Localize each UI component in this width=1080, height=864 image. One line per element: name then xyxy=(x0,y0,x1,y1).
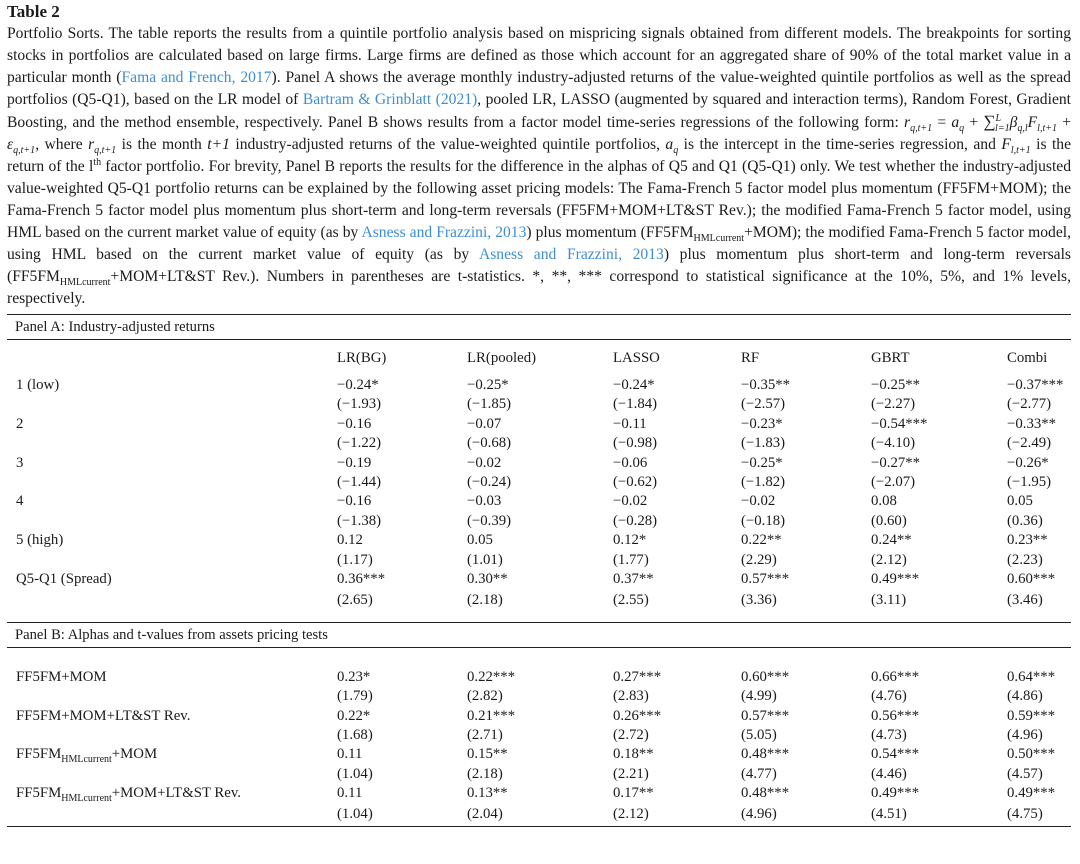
t-statistic-cell: (4.99) xyxy=(741,688,777,705)
t-statistic-cell: (−1.85) xyxy=(467,396,512,413)
coefficient-cell: 0.27*** xyxy=(613,668,662,685)
coefficient-cell: 0.12* xyxy=(613,532,647,549)
caption-text: is the return of the l xyxy=(7,136,1072,175)
t-statistic-cell: (−2.49) xyxy=(1007,435,1052,452)
caption-text: ) plus momentum plus short-term and long-term reversals (FF5FM xyxy=(7,246,1071,285)
coefficient-cell: −0.35** xyxy=(741,377,791,393)
t-statistic-cell: (2.65) xyxy=(337,591,373,608)
coefficient-cell: 0.24** xyxy=(871,532,912,549)
coefficient-cell: 0.23** xyxy=(1007,532,1048,549)
table-row xyxy=(7,668,1071,687)
coefficient-cell: 0.15** xyxy=(467,746,508,763)
coefficient-cell: −0.37*** xyxy=(1007,377,1064,393)
t-statistic-cell: (4.46) xyxy=(871,765,907,782)
t-statistic-cell: (4.51) xyxy=(871,806,907,822)
t-statistic-cell: (−0.98) xyxy=(613,435,658,452)
table-row xyxy=(7,415,1071,434)
coefficient-cell: −0.07 xyxy=(467,415,502,432)
column-header: RF xyxy=(741,350,760,366)
coefficient-cell: −0.16 xyxy=(337,415,372,432)
t-statistic-cell: (−1.44) xyxy=(337,474,382,491)
t-statistic-cell: (2.12) xyxy=(871,551,907,568)
row-label: 5 (high) xyxy=(16,532,64,549)
coefficient-cell: 0.30** xyxy=(467,571,508,588)
t-statistic-cell: (1.04) xyxy=(337,765,373,782)
t-statistic-cell: (2.29) xyxy=(741,551,777,568)
tstat-row xyxy=(7,804,1071,826)
coefficient-cell: 0.22* xyxy=(337,707,371,724)
t-statistic-cell: (−0.39) xyxy=(467,512,512,529)
coefficient-cell: 0.50*** xyxy=(1007,746,1056,763)
t-statistic-cell: (−1.84) xyxy=(613,396,658,413)
row-label: 2 xyxy=(16,415,24,432)
coefficient-cell: −0.33** xyxy=(1007,415,1057,432)
tstat-row xyxy=(7,589,1071,611)
row-label: $FF5FM_{HMLcurrent}+MOM$ xyxy=(16,746,158,766)
row-label: 4 xyxy=(16,493,24,510)
math-symbol: r xyxy=(88,136,95,153)
coefficient-cell: 0.21*** xyxy=(467,707,516,724)
rule xyxy=(7,826,1071,827)
row-label: 3 xyxy=(16,454,24,471)
caption-text: , where xyxy=(35,136,89,153)
coefficient-cell: 0.56*** xyxy=(871,707,920,724)
coefficient-cell: 0.66*** xyxy=(871,668,920,685)
tstat-row xyxy=(7,395,1071,414)
coefficient-cell: 0.23* xyxy=(337,668,371,685)
table-row xyxy=(7,570,1071,589)
t-statistic-cell: (−0.24) xyxy=(467,474,512,491)
t-statistic-cell: (−2.77) xyxy=(1007,396,1052,413)
coefficient-cell: 0.11 xyxy=(337,785,363,802)
caption-text: industry-adjusted returns of the value-weighted quintile portfolios, xyxy=(229,136,666,153)
coefficient-cell: −0.54*** xyxy=(871,415,928,432)
row-label: 1 (low) xyxy=(16,377,60,393)
coefficient-cell: −0.16 xyxy=(337,493,372,510)
coefficient-cell: 0.08 xyxy=(871,493,897,510)
math-symbol: a xyxy=(665,136,674,153)
coefficient-cell: −0.24* xyxy=(337,377,379,393)
table-caption: Portfolio Sorts. The table reports the results from a quintile portfolio analysis based on mispricing signals obtained from different models. The breakpoints for sorting stocks in portfolios are calculated based on large firms. Large firms are defined as those which account for an aggregated share of 90% of the total market value in a particular month (Fama and French, 2017). Panel A shows the average monthly industry-adjusted returns of the value-weighted quintile portfolios as well as the spread portfolios (Q5-Q1), based on the LR model of Bartram & Grinblatt (2021), pooled LR, LASSO (augmented by squared and interaction terms), Random Forest, Gradient Boosting, and the method ensemble, respectively. Panel B shows results from a factor model time-series regressions of the following form: $r_{q,t+1} = a_q + \sum^L_{l=1}\beta_{q,l}F_{l,t+1} + \varepsilon_{q,t+1}$, where $r_{q,t+1}$ is the month t+1 industry-adjusted returns of the value-weighted quintile portfolios, $a_q$ is the intercept in the time-series regression, and $F_{l,t+1}$ is the return of the $l^{th}$ factor portfolio. For brevity, Panel B reports the results for the difference in the alphas of Q5 and Q1 (Q5-Q1) only. We test whether the industry-adjusted value-weighted Q5-Q1 portfolio returns can be explained by the following asset pricing models: The Fama-French 5 factor model plus momentum (FF5FM+MOM); the Fama-French 5 factor model plus momentum plus short-term and long-term reversals (FF5FM+MOM+LT&ST Rev.); the modified Fama-French 5 factor model, using HML based on the current market value of equity (as by Asness and Frazzini, 2013) plus momentum $(FF5FM_{HMLcurrent}+MOM)$; the modified Fama-French 5 factor model, using HML based on the current market value of equity (as by Asness and Frazzini, 2013) plus momentum plus short-term and long-term reversals ($FF5FM_{HMLcurrent}+MOM+LT\&ST$ Rev.). Numbers in parentheses are t-statistics. *, **, *** correspond to statistical significance at the 10%, 5%, and 1% levels, respectively. xyxy=(7,25,1072,307)
table-row xyxy=(7,454,1071,473)
tstat-row xyxy=(7,765,1071,784)
column-header: LASSO xyxy=(613,350,660,366)
coefficient-cell: −0.24* xyxy=(613,377,655,393)
coefficient-cell: −0.02 xyxy=(467,454,502,471)
tstat-row xyxy=(7,551,1071,570)
t-statistic-cell: (1.79) xyxy=(337,688,373,705)
t-statistic-cell: (2.82) xyxy=(467,688,503,705)
panel-a-title: Panel A: Industry-adjusted returns xyxy=(15,319,215,335)
t-statistic-cell: (3.46) xyxy=(1007,591,1043,608)
t-statistic-cell: (4.73) xyxy=(871,727,907,744)
t-statistic-cell: (2.21) xyxy=(613,765,649,782)
t-statistic-cell: (−1.22) xyxy=(337,435,382,452)
coefficient-cell: −0.02 xyxy=(741,493,776,510)
coefficient-cell: 0.05 xyxy=(1007,493,1033,510)
table-row xyxy=(7,492,1071,511)
coefficient-cell: 0.49*** xyxy=(871,785,920,802)
citation-link[interactable]: Asness and Frazzini, 2013 xyxy=(361,224,527,241)
t-statistic-cell: (2.12) xyxy=(613,806,649,822)
t-statistic-cell: (−0.68) xyxy=(467,435,512,452)
coefficient-cell: −0.26* xyxy=(1007,454,1049,471)
coefficient-cell: 0.17** xyxy=(613,785,654,802)
tstat-row xyxy=(7,473,1071,492)
coefficient-cell: 0.26*** xyxy=(613,707,662,724)
row-label: FF5FM+MOM xyxy=(16,668,107,685)
caption-text: ) plus momentum (FF5FM xyxy=(526,224,694,241)
t-statistic-cell: (2.71) xyxy=(467,727,503,744)
coefficient-cell: 0.49*** xyxy=(871,571,920,588)
caption-text: +MOM); the modified Fama-French 5 factor model, using HML based on the current market value of equity (as by xyxy=(7,224,1071,263)
t-statistic-cell: (1.68) xyxy=(337,727,373,744)
math-symbol: F xyxy=(1001,136,1011,153)
t-statistic-cell: (4.75) xyxy=(1007,806,1043,822)
caption-text: is the month xyxy=(116,136,208,153)
tstat-row xyxy=(7,512,1071,531)
table-container xyxy=(7,0,1071,827)
t-statistic-cell: (1.04) xyxy=(337,806,373,822)
t-statistic-cell: (3.11) xyxy=(871,591,907,608)
t-statistic-cell: (0.36) xyxy=(1007,512,1043,529)
coefficient-cell: −0.06 xyxy=(613,454,648,471)
coefficient-cell: 0.11 xyxy=(337,746,363,763)
column-header: LR(BG) xyxy=(337,350,387,366)
t-statistic-cell: (1.77) xyxy=(613,551,649,568)
t-statistic-cell: (4.76) xyxy=(871,688,907,705)
caption-text: Portfolio Sorts. The table reports the results from a quintile portfolio analysis based on mispricing signals obtained from different models. The breakpoints for sorting stocks in portfolios are calculated based on large firms. Large firms are defined as those which account for an aggregated share of 90% of the total market value in a particular month ( xyxy=(7,25,1071,86)
t-statistic-cell: (−4.10) xyxy=(871,435,916,452)
column-header: GBRT xyxy=(871,350,910,366)
t-statistic-cell: (4.77) xyxy=(741,765,777,782)
coefficient-cell: 0.22*** xyxy=(467,668,516,685)
t-statistic-cell: (−0.28) xyxy=(613,512,658,529)
panel-b-table xyxy=(7,648,1071,825)
regression-equation: $r_{q,t+1} = a_q + \sum^L_{l=1}\beta_{q,l}F_{l,t+1} + \varepsilon_{q,t+1}$ xyxy=(7,112,1071,157)
t-statistic-cell: (4.86) xyxy=(1007,688,1043,705)
table-row xyxy=(7,531,1071,550)
row-label: Q5-Q1 (Spread) xyxy=(16,571,112,588)
panel-b-title: Panel B: Alphas and t-values from assets pricing tests xyxy=(15,627,328,644)
t-statistic-cell: (2.55) xyxy=(613,591,649,608)
coefficient-cell: −0.25* xyxy=(741,454,783,471)
t-statistic-cell: (−1.38) xyxy=(337,512,382,529)
coefficient-cell: 0.36*** xyxy=(337,571,386,588)
t-statistic-cell: (−2.07) xyxy=(871,474,916,491)
coefficient-cell: 0.60*** xyxy=(741,668,790,685)
table-label: Table 2 xyxy=(7,2,60,21)
coefficient-cell: −0.02 xyxy=(613,493,648,510)
coefficient-cell: −0.23* xyxy=(741,415,783,432)
citation-link[interactable]: Bartram & Grinblatt (2021) xyxy=(302,91,478,108)
caption-text: ). Panel A shows the average monthly industry-adjusted returns of the value-weighted quintile portfolios as well as the spread portfolios (Q5-Q1), based on the LR model of xyxy=(7,69,1071,108)
row-label: FF5FM+MOM+LT&ST Rev. xyxy=(16,707,191,724)
coefficient-cell: −0.27** xyxy=(871,454,921,471)
citation-link[interactable]: Fama and French, 2017 xyxy=(121,69,272,86)
caption-text: , pooled LR, LASSO (augmented by squared and interaction terms), Random Forest, Gradient Boosting, and the method ensemble, respectively. Panel B shows results from a factor model time-series regressions of the following form: xyxy=(7,91,1071,131)
t-statistic-cell: (5.05) xyxy=(741,727,777,744)
t-statistic-cell: (−0.62) xyxy=(613,474,658,491)
panel-a-table xyxy=(7,340,1071,611)
coefficient-cell: 0.54*** xyxy=(871,746,920,763)
t-statistic-cell: (3.36) xyxy=(741,591,777,608)
tstat-row xyxy=(7,434,1071,453)
column-header: LR(pooled) xyxy=(467,350,537,366)
column-header-row xyxy=(7,340,1071,376)
t-statistic-cell: (4.96) xyxy=(1007,727,1043,744)
t-statistic-cell: (4.57) xyxy=(1007,765,1043,782)
coefficient-cell: −0.11 xyxy=(613,415,647,432)
t-statistic-cell: (−2.27) xyxy=(871,396,916,413)
t-statistic-cell: (2.23) xyxy=(1007,551,1043,568)
table-row xyxy=(7,376,1071,395)
t-statistic-cell: (2.83) xyxy=(613,688,649,705)
math-symbol: t+1 xyxy=(207,136,230,153)
t-statistic-cell: (−0.18) xyxy=(741,512,786,529)
coefficient-cell: 0.60*** xyxy=(1007,571,1056,588)
coefficient-cell: −0.25** xyxy=(871,377,921,393)
t-statistic-cell: (−1.82) xyxy=(741,474,786,491)
tstat-row xyxy=(7,726,1071,745)
t-statistic-cell: (2.72) xyxy=(613,727,649,744)
t-statistic-cell: (4.96) xyxy=(741,806,777,822)
caption-text: is the intercept in the time-series regression, and xyxy=(678,136,1002,153)
coefficient-cell: 0.18** xyxy=(613,746,654,763)
caption-text: factor portfolio. For brevity, Panel B reports the results for the difference in the alphas of Q5 and Q1 (Q5-Q1) only. We test whether the industry-adjusted value-weighted Q5-Q1 portfolio returns can be explained by the following asset pricing models: The Fama-French 5 factor model plus momentum (FF5FM+MOM); the Fama-French 5 factor model plus momentum plus short-term and long-term reversals (FF5FM+MOM+LT&ST Rev.); the modified Fama-French 5 factor model, using HML based on the current market value of equity (as by xyxy=(7,158,1072,241)
t-statistic-cell: (1.01) xyxy=(467,551,503,568)
t-statistic-cell: (1.17) xyxy=(337,551,373,568)
coefficient-cell: 0.05 xyxy=(467,532,493,549)
t-statistic-cell: (−1.93) xyxy=(337,396,382,413)
coefficient-cell: −0.03 xyxy=(467,493,502,510)
coefficient-cell: 0.64*** xyxy=(1007,668,1056,685)
coefficient-cell: 0.13** xyxy=(467,785,508,802)
citation-link[interactable]: Asness and Frazzini, 2013 xyxy=(478,246,664,263)
coefficient-cell: 0.59*** xyxy=(1007,707,1056,724)
coefficient-cell: 0.49*** xyxy=(1007,785,1056,802)
table-row xyxy=(7,784,1071,803)
coefficient-cell: 0.22** xyxy=(741,532,782,549)
caption-text: +MOM+LT&ST Rev.). Numbers in parentheses are t-statistics. *, **, *** correspond to statistical significance at the 10%, 5%, and 1% levels, respectively. xyxy=(7,268,1071,307)
t-statistic-cell: (2.18) xyxy=(467,765,503,782)
t-statistic-cell: (2.04) xyxy=(467,806,503,822)
coefficient-cell: −0.25* xyxy=(467,377,509,393)
coefficient-cell: 0.48*** xyxy=(741,746,790,763)
coefficient-cell: 0.57*** xyxy=(741,571,790,588)
coefficient-cell: 0.48*** xyxy=(741,785,790,802)
table-row xyxy=(7,745,1071,764)
coefficient-cell: 0.12 xyxy=(337,532,363,549)
tstat-row xyxy=(7,687,1071,706)
coefficient-cell: −0.19 xyxy=(337,454,372,471)
t-statistic-cell: (2.18) xyxy=(467,591,503,608)
column-header: Combi xyxy=(1007,350,1048,366)
t-statistic-cell: (0.60) xyxy=(871,512,907,529)
coefficient-cell: 0.37** xyxy=(613,571,654,588)
t-statistic-cell: (−1.95) xyxy=(1007,474,1052,491)
coefficient-cell: 0.57*** xyxy=(741,707,790,724)
t-statistic-cell: (−1.83) xyxy=(741,435,786,452)
row-label: $FF5FM_{HMLcurrent}+MOM+LT\&ST$ Rev. xyxy=(16,785,241,805)
table-row xyxy=(7,707,1071,726)
t-statistic-cell: (−2.57) xyxy=(741,396,786,413)
spacer-row xyxy=(7,648,1071,667)
